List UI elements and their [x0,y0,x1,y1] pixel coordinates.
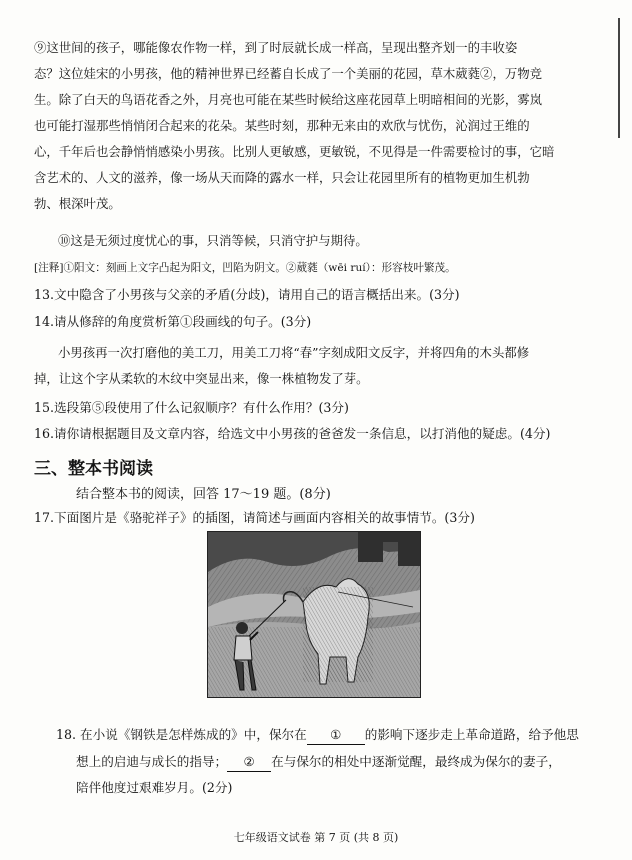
para9-line4: 也可能打湿那些悄悄闭合起来的花朵。某些时刻，那种无来由的欢欣与忧伤，沁润过王维的 [34,118,530,133]
q18-part-d: 在与保尔的相处中逐渐觉醒，最终成为保尔的妻子， [271,754,561,769]
quoted-sentence-line1: 小男孩再一次打磨他的美工刀，用美工刀将“春”字刻成阳文反字，并将四角的木头都修 [58,345,530,360]
question-14: 14.请从修辞的角度赏析第①段画线的句子。(3分) [34,314,312,329]
q18-part-c: 想上的启迪与成长的指导； [76,754,228,769]
question-13: 13.文中隐含了小男孩与父亲的矛盾(分歧)，请用自己的语言概括出来。(3分) [34,287,460,302]
annotation-note: [注释]①阳文：刻画上文字凸起为阳文，凹陷为阴文。②葳蕤（wēi ruí）：形容枝叶繁茂。 [34,262,456,274]
camel-xiangzi-illustration [207,531,421,698]
para10: ⑩这是无须过度忧心的事，只消等候，只消守护与期待。 [58,233,368,248]
question-18-line1 [56,725,579,745]
para9-line1: ⑨这世间的孩子，哪能像农作物一样，到了时辰就长成一样高，呈现出整齐划一的丰收姿 [34,40,518,55]
page-edge-mark [618,18,620,138]
q18-blank-1: ① [307,725,365,745]
para9-line2: 态？这位娃宋的小男孩，他的精神世界已经蓄自长成了一个美丽的花园，草木葳蕤②，万物竞 [34,66,543,81]
question-18-line3: 陪伴他度过艰难岁月。(2分) [76,780,233,795]
para9-line7: 勃、根深叶茂。 [34,196,121,211]
para9-line5: 心，千年后也会静悄悄感染小男孩。比别人更敏感，更敏锐，不见得是一件需要检讨的事，它暗 [34,144,555,159]
q18-part-a: 18. 在小说《钢铁是怎样炼成的》中，保尔在 [56,727,307,742]
para9-line6: 含艺术的、人文的滋养，像一场从天而降的露水一样，只会让花园里所有的植物更加生机勃 [34,170,530,185]
para9-line3: 生。除了白天的鸟语花香之外，月亮也可能在某些时候给这座花园草上明暗相间的光影，雾岚 [34,92,543,107]
question-18-line2 [76,752,561,772]
quoted-sentence-line2: 掉，让这个字从柔软的木纹中突显出来，像一株植物发了芽。 [34,371,369,386]
question-17: 17.下面图片是《骆驼祥子》的插图，请简述与画面内容相关的故事情节。(3分) [34,510,475,525]
section-title: 三、整本书阅读 [34,459,153,479]
page-footer: 七年级语文试卷 第 7 页 (共 8 页) [233,831,399,844]
question-15: 15.选段第⑤段使用了什么记叙顺序？有什么作用？(3分) [34,400,349,415]
q18-part-b: 的影响下逐步走上革命道路，给予他思 [364,727,579,742]
section-instruction: 结合整本书的阅读，回答 17～19 题。(8分) [76,487,331,502]
illustration-drawing [208,532,420,697]
q18-blank-2: ② [227,752,271,772]
question-16: 16.请你请根据题目及文章内容，给选文中小男孩的爸爸发一条信息，以打消他的疑虑。(4分) [34,426,551,441]
